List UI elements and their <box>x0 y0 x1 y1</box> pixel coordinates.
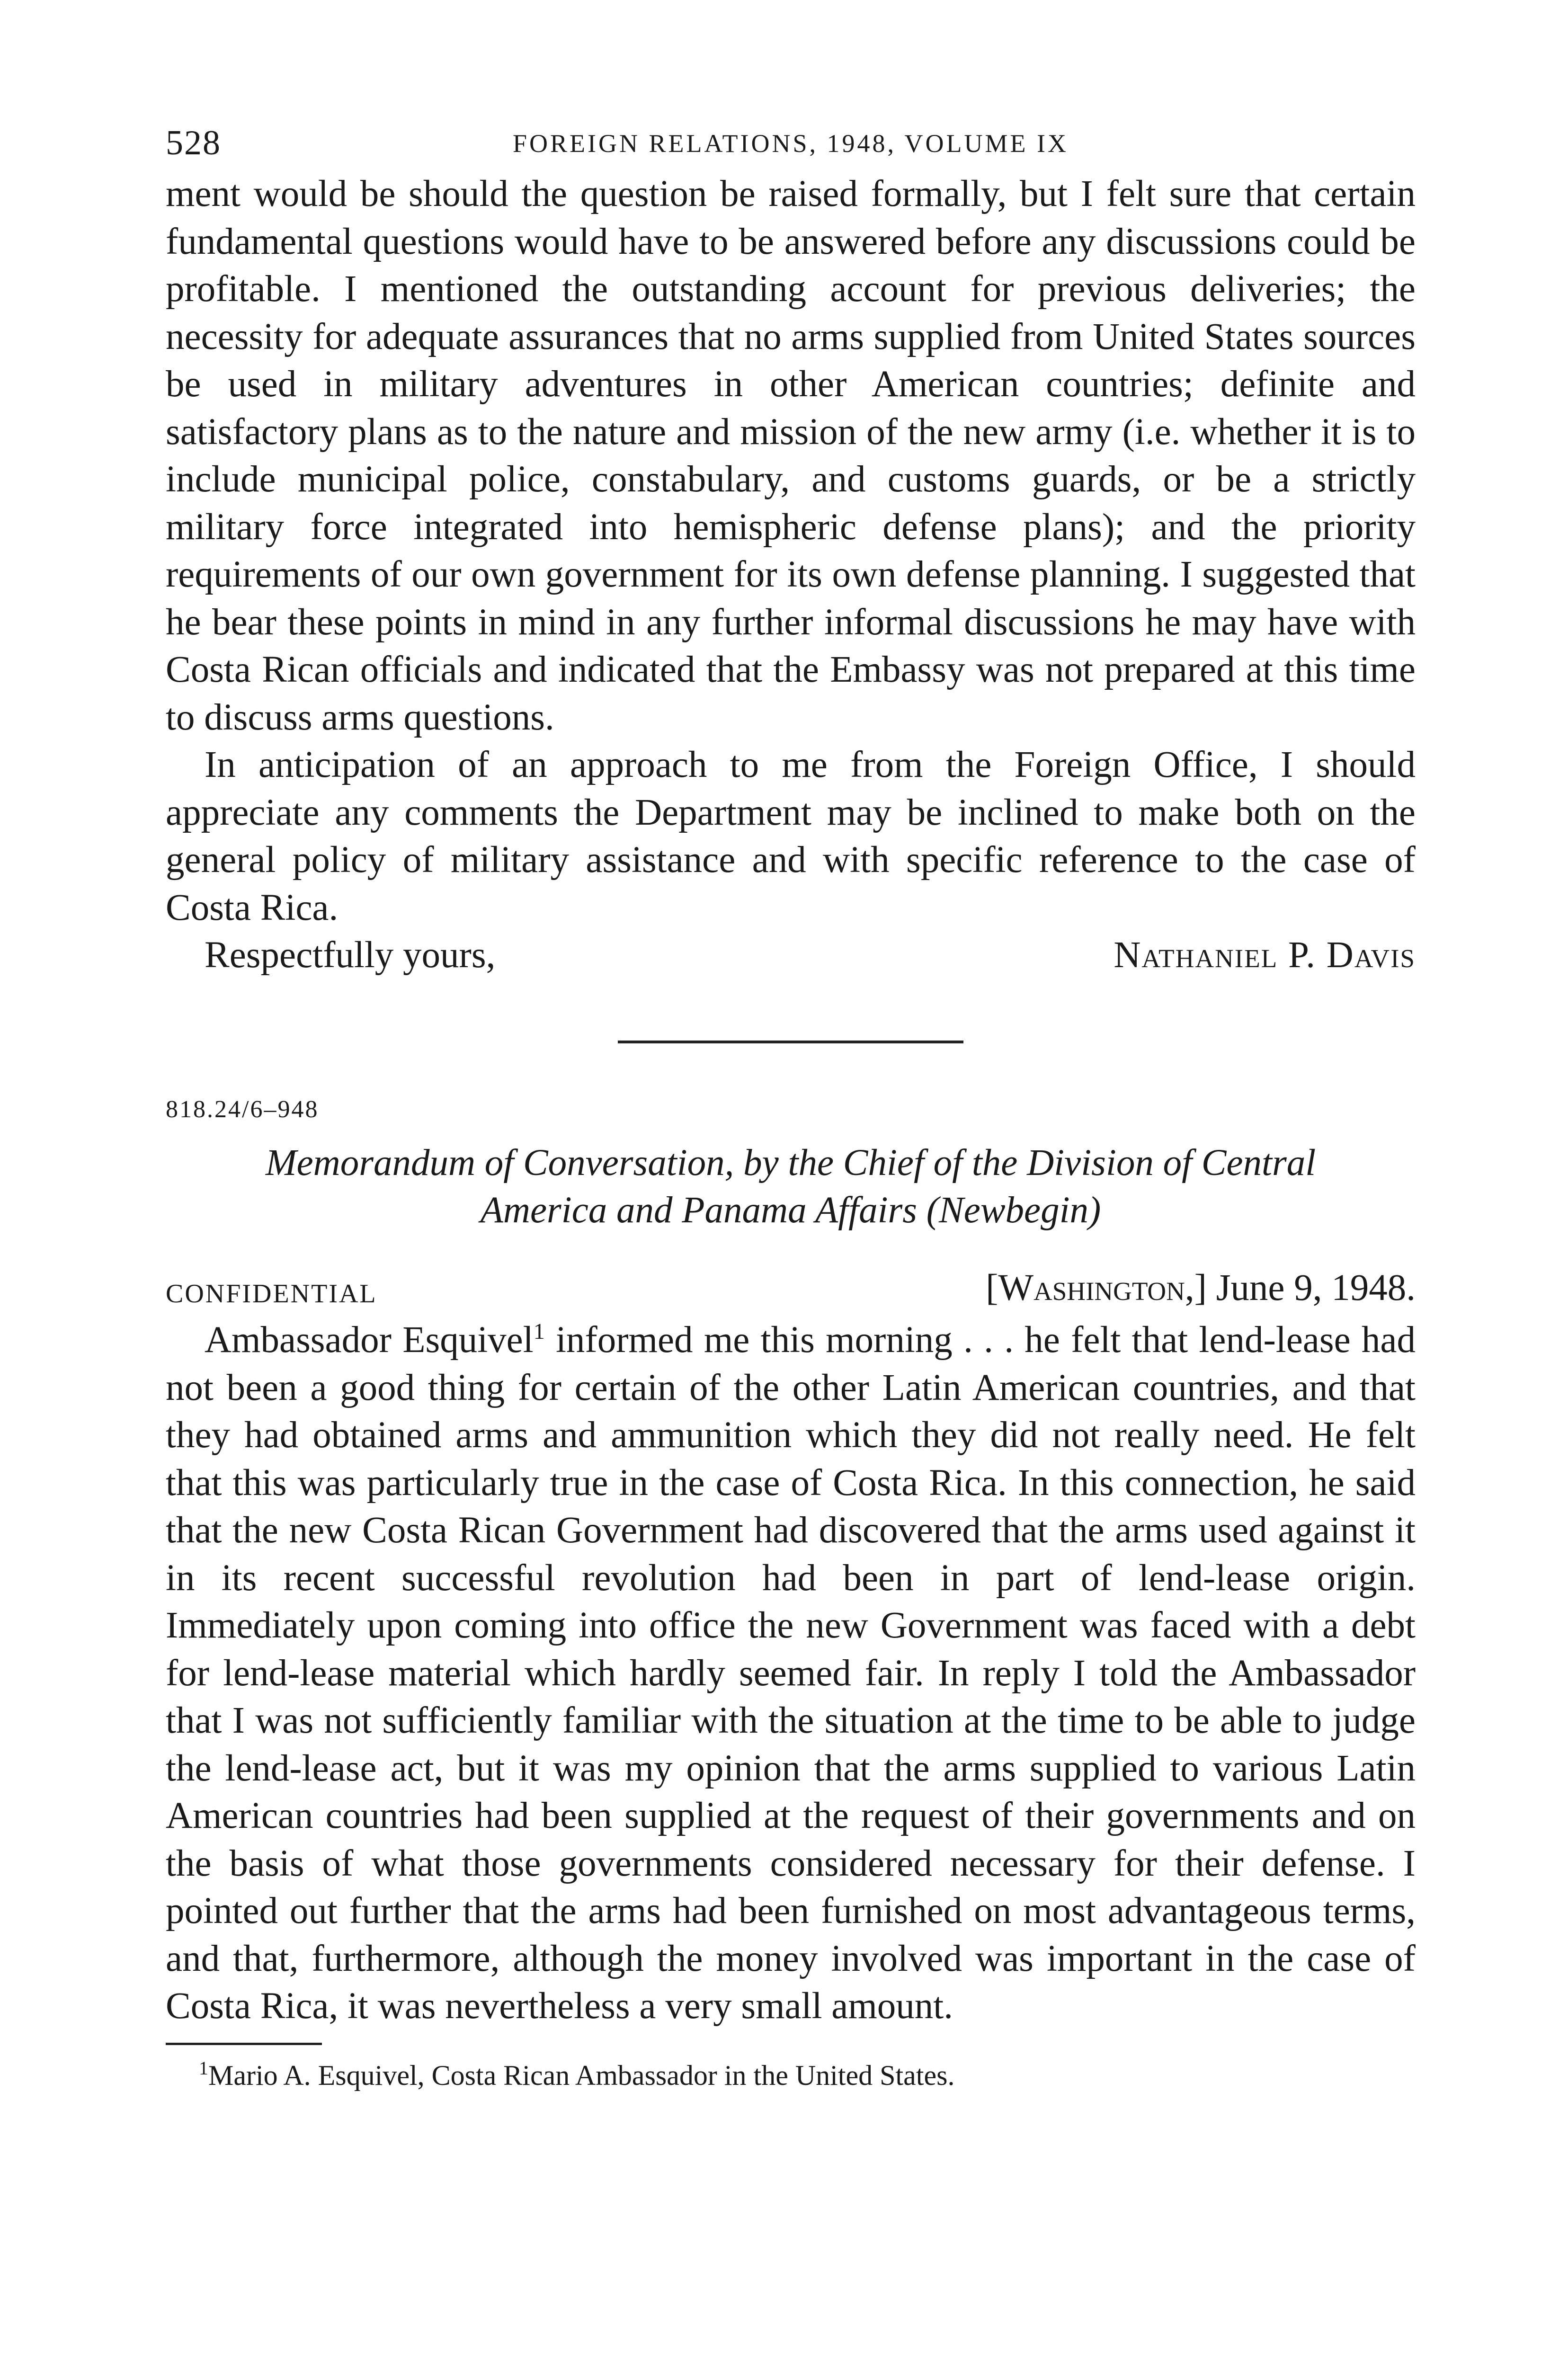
running-head <box>166 118 1416 170</box>
letter-closing <box>166 932 1416 979</box>
letter-paragraph-1: ment would be should the question be raised formally, but I felt sure that certain fundamental questions would have to be answered before any discussions could be profitable. I mentioned the outstanding account for previous deliveries; the necessity for adequate assurances that no arms supplied from United States sources be used in military adventures in other American countries; definite and satisfactory plans as to the nature and mission of the new army (i.e. whether it is to include municipal police, constabulary, and customs guards, or be a strictly military force integrated into hemispheric defense plans); and the priority requirements of our own government for its own defense planning. I suggested that he bear these points in mind in any further informal discussions he may have with Costa Rican officials and indicated that the Embassy was not prepared at this time to discuss arms questions. <box>166 173 1416 738</box>
signature: Nathaniel P. Davis <box>1114 934 1416 976</box>
footnote-reference[interactable]: 1 <box>533 1319 545 1344</box>
memorandum-title-line-2: America and Panama Affairs (Newbegin) <box>480 1190 1101 1231</box>
memorandum-body <box>166 1317 1416 2030</box>
footnote <box>166 2056 1416 2094</box>
complimentary-close: Respectfully yours, <box>205 934 496 976</box>
memorandum-body-start: Ambassador Esquivel <box>205 1319 534 1361</box>
footnote-divider <box>166 2043 322 2045</box>
file-number: 818.24/6–948 <box>166 1096 319 1123</box>
memorandum-title-line-1: Memorandum of Conversation, by the Chief of the Division of Central <box>265 1142 1316 1184</box>
section-divider <box>618 1041 963 1043</box>
date: June 9, 1948. <box>1216 1267 1416 1308</box>
place: [Washington,] <box>986 1267 1207 1308</box>
footnote-marker: 1 <box>199 2057 208 2079</box>
document-page <box>166 118 1416 2094</box>
memorandum-body-rest: informed me this morning . . . he felt that lend-lease had not been a good thing for certain of the other Latin American countries, and that they had obtained arms and ammunition which they did not really need. He felt that this was particularly true in the case of Costa Rica. In this connection, he said that the new Costa Rican Government had discovered that the arms used against it in its recent successful revolution had been in part of lend-lease origin. Immediately upon coming into office the new Government was faced with a debt for lend-lease material which hardly seemed fair. In reply I told the Ambassador that I was not sufficiently familiar with the situation at the time to be able to judge the lend-lease act, but it was my opinion that the arms supplied to various Latin American countries had been supplied at the request of their governments and on the basis of what those governments considered necessary for their defense. I pointed out further that the arms had been furnished on most advantageous terms, and that, furthermore, although the money involved was important in the case of Costa Rica, it was nevertheless a very small amount. <box>166 1319 1416 2027</box>
dateline <box>166 1264 1416 1317</box>
running-title: FOREIGN RELATIONS, 1948, VOLUME IX <box>513 129 1069 158</box>
date-place <box>986 1264 1416 1312</box>
memorandum-title <box>166 1139 1416 1234</box>
classification-label: CONFIDENTIAL <box>166 1279 377 1308</box>
page-number: 528 <box>166 124 221 162</box>
letter-paragraph-2: In anticipation of an approach to me from the Foreign Office, I should appreciate any comments the Department may be inclined to make both on the general policy of military assistance and with specific reference to the case of Costa Rica. <box>166 744 1416 928</box>
footnote-text: Mario A. Esquivel, Costa Rican Ambassador in the United States. <box>208 2059 955 2091</box>
